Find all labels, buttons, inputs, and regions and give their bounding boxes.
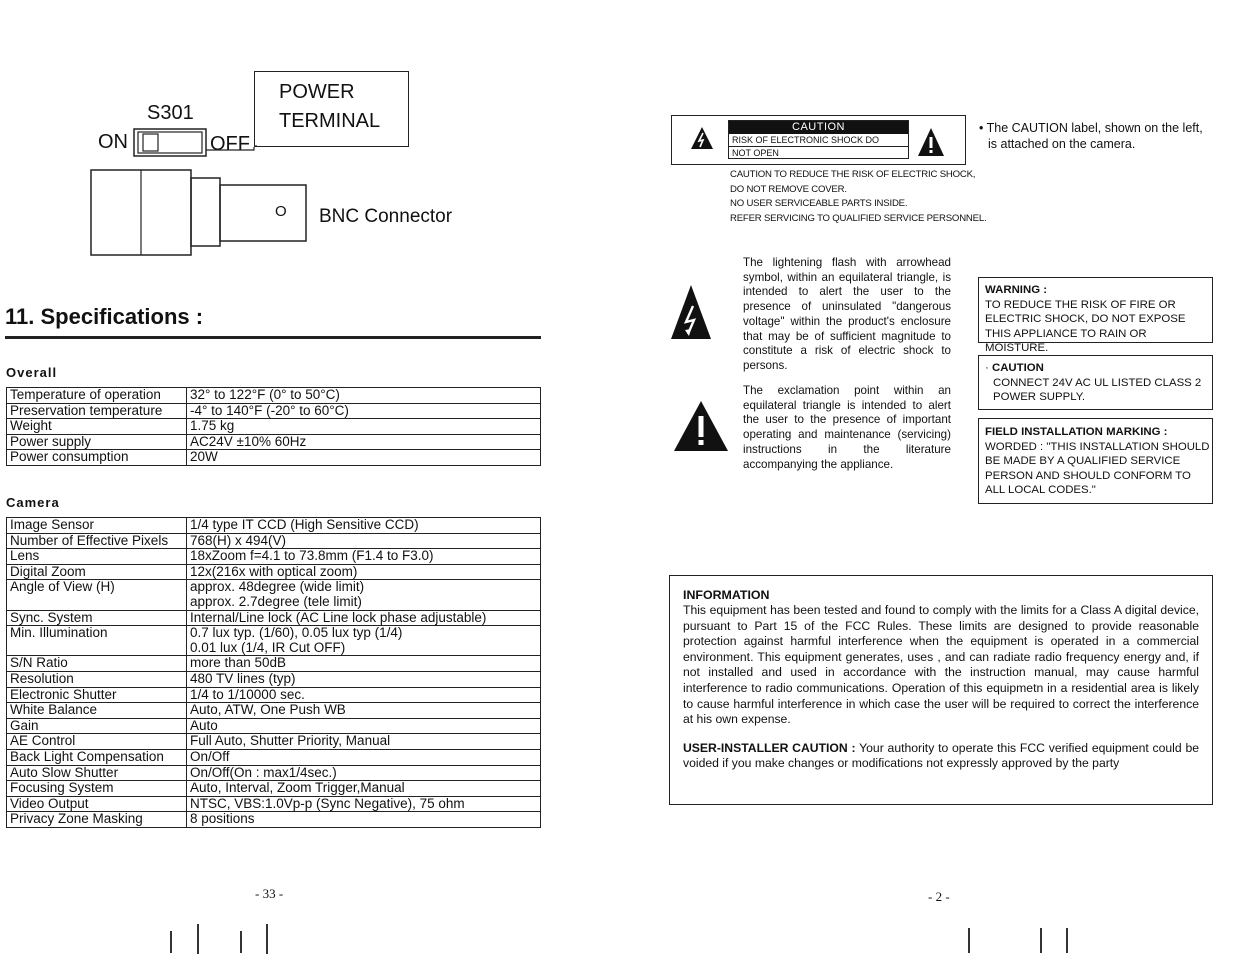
field-installation-line: PERSON AND SHOULD CONFORM TO bbox=[985, 469, 1191, 482]
switch-outline bbox=[134, 129, 206, 156]
spec-label: Power consumption bbox=[7, 450, 187, 466]
exclamation-warning-icon bbox=[917, 127, 945, 157]
spec-value: 12x(216x with optical zoom) bbox=[187, 564, 541, 580]
scan-mark bbox=[240, 931, 242, 953]
warning-line: TO REDUCE THE RISK OF FIRE OR bbox=[985, 298, 1176, 311]
overall-heading: Overall bbox=[6, 365, 58, 380]
connector-diagram bbox=[0, 0, 460, 270]
spec-value: 480 TV lines (typ) bbox=[187, 671, 541, 687]
table-row bbox=[7, 419, 541, 435]
connector-block bbox=[191, 178, 220, 246]
spec-label: Preservation temperature bbox=[7, 403, 187, 419]
field-installation-title: FIELD INSTALLATION MARKING : bbox=[985, 426, 1168, 438]
spec-label: Auto Slow Shutter bbox=[7, 765, 187, 781]
spec-value: On/Off bbox=[187, 749, 541, 765]
spec-value: 20W bbox=[187, 450, 541, 466]
spec-label: Electronic Shutter bbox=[7, 687, 187, 703]
spec-value: more than 50dB bbox=[187, 656, 541, 672]
warning-title: WARNING : bbox=[985, 284, 1048, 296]
spec-label: Sync. System bbox=[7, 610, 187, 626]
spec-label: White Balance bbox=[7, 703, 187, 719]
spec-value: 18xZoom f=4.1 to 73.8mm (F1.4 to F3.0) bbox=[187, 549, 541, 565]
caution-line: DO NOT REMOVE COVER. bbox=[730, 183, 847, 195]
bnc-connector-box bbox=[220, 185, 306, 241]
table-row bbox=[7, 626, 541, 656]
table-row bbox=[7, 718, 541, 734]
table-row bbox=[7, 796, 541, 812]
spec-label: Privacy Zone Masking bbox=[7, 812, 187, 828]
spec-label: Temperature of operation bbox=[7, 388, 187, 404]
switch-knob bbox=[143, 134, 158, 151]
scan-mark bbox=[1040, 928, 1042, 953]
table-row bbox=[7, 434, 541, 450]
warning-box bbox=[978, 277, 1213, 355]
spec-value: 8 positions bbox=[187, 812, 541, 828]
table-row bbox=[7, 388, 541, 404]
spec-value-line: approx. 2.7degree (tele limit) bbox=[190, 593, 362, 609]
scan-mark bbox=[170, 931, 172, 953]
overall-spec-table bbox=[6, 387, 541, 466]
right-page-number: - 2 - bbox=[928, 889, 950, 904]
table-row bbox=[7, 765, 541, 781]
spec-value: AC24V ±10% 60Hz bbox=[187, 434, 541, 450]
spec-label: Image Sensor bbox=[7, 518, 187, 534]
bnc-symbol: O bbox=[275, 203, 287, 220]
lightning-warning-icon bbox=[690, 126, 714, 150]
lightning-symbol-icon bbox=[670, 284, 712, 340]
user-installer-caution bbox=[683, 741, 1199, 772]
spec-label: Gain bbox=[7, 718, 187, 734]
spec-value-line: 0.7 lux typ. (1/60), 0.05 lux typ (1/4) bbox=[190, 625, 403, 641]
spec-value: -4° to 140°F (-20° to 60°C) bbox=[187, 403, 541, 419]
switch-lead bbox=[206, 147, 254, 150]
table-row bbox=[7, 687, 541, 703]
caution-box-title-row bbox=[985, 361, 1212, 376]
table-row bbox=[7, 580, 541, 610]
spec-label: AE Control bbox=[7, 734, 187, 750]
caution-instructions bbox=[730, 168, 986, 226]
table-row bbox=[7, 703, 541, 719]
spec-label: Focusing System bbox=[7, 781, 187, 797]
power-terminal-label-1: POWER bbox=[279, 81, 355, 103]
spec-label: Angle of View (H) bbox=[7, 580, 187, 610]
table-row bbox=[7, 518, 541, 534]
spec-label: Video Output bbox=[7, 796, 187, 812]
caution-box-line: CONNECT 24V AC UL LISTED CLASS 2 bbox=[993, 376, 1202, 389]
spec-value: 32° to 122°F (0° to 50°C) bbox=[187, 388, 541, 404]
camera-spec-table bbox=[6, 517, 541, 828]
section-title: 11. Specifications : bbox=[5, 304, 204, 329]
switch-off-label: OFF bbox=[210, 133, 250, 155]
table-row bbox=[7, 533, 541, 549]
table-row bbox=[7, 734, 541, 750]
spec-value: Auto, ATW, One Push WB bbox=[187, 703, 541, 719]
spec-label: Number of Effective Pixels bbox=[7, 533, 187, 549]
bnc-connector-label: BNC Connector bbox=[319, 206, 453, 227]
exclamation-description: The exclamation point within an equilateral triangle is intended to alert the user to the presence of important operating and maintenance (servicing) instructions in the literature accompanying the appliance. bbox=[743, 384, 951, 471]
spec-value bbox=[187, 626, 541, 656]
field-installation-line: BE MADE BY A QUALIFIED SERVICE bbox=[985, 455, 1181, 468]
table-row bbox=[7, 781, 541, 797]
caution-line: NO USER SERVICEABLE PARTS INSIDE. bbox=[730, 198, 908, 209]
spec-value: Auto bbox=[187, 718, 541, 734]
spec-label: Digital Zoom bbox=[7, 564, 187, 580]
spec-label: Min. Illumination bbox=[7, 626, 187, 656]
switch-inner bbox=[138, 132, 202, 153]
table-row bbox=[7, 403, 541, 419]
spec-value-line: 0.01 lux (1/4, IR Cut OFF) bbox=[190, 639, 346, 655]
table-row bbox=[7, 610, 541, 626]
spec-value: 1/4 type IT CCD (High Sensitive CCD) bbox=[187, 518, 541, 534]
spec-value: Full Auto, Shutter Priority, Manual bbox=[187, 734, 541, 750]
spec-label: Back Light Compensation bbox=[7, 749, 187, 765]
caution-label-title: CAUTION bbox=[729, 121, 908, 134]
spec-label: Lens bbox=[7, 549, 187, 565]
table-row bbox=[7, 549, 541, 565]
switch-name-label: S301 bbox=[147, 102, 194, 124]
information-box bbox=[669, 575, 1213, 805]
warning-line: THIS APPLIANCE TO RAIN OR MOISTURE. bbox=[985, 327, 1147, 355]
caution-box bbox=[978, 355, 1213, 410]
caution-label-line-2: NOT OPEN bbox=[732, 148, 779, 158]
camera-heading: Camera bbox=[6, 495, 60, 510]
spec-value bbox=[187, 580, 541, 610]
spec-label: Power supply bbox=[7, 434, 187, 450]
table-row bbox=[7, 656, 541, 672]
switch-on-label: ON bbox=[98, 131, 128, 153]
spec-value: Auto, Interval, Zoom Trigger,Manual bbox=[187, 781, 541, 797]
spec-value: On/Off(On : max1/4sec.) bbox=[187, 765, 541, 781]
user-installer-body: Your authority to operate this FCC verified equipment could be voided if you make changes or modifications not expressly approved by the party bbox=[683, 740, 1200, 771]
scan-mark bbox=[1066, 928, 1068, 953]
caution-line: REFER SERVICING TO QUALIFIED SERVICE PERSONNEL. bbox=[730, 212, 987, 224]
spec-value: 1/4 to 1/10000 sec. bbox=[187, 687, 541, 703]
spec-label: Resolution bbox=[7, 671, 187, 687]
field-installation-box bbox=[978, 418, 1213, 504]
caution-box-title: CAUTION bbox=[991, 362, 1044, 374]
scan-mark bbox=[968, 928, 970, 953]
section-title-rule bbox=[5, 336, 541, 339]
spec-value: 768(H) x 494(V) bbox=[187, 533, 541, 549]
scan-mark bbox=[197, 924, 199, 954]
field-installation-line: ALL LOCAL CODES." bbox=[985, 484, 1096, 497]
caution-box-line: POWER SUPPLY. bbox=[993, 391, 1085, 404]
spec-value: Internal/Line lock (AC Line lock phase adjustable) bbox=[187, 610, 541, 626]
caution-line: CAUTION TO REDUCE THE RISK OF ELECTRIC SHOCK, bbox=[730, 169, 976, 180]
warning-line: ELECTRIC SHOCK, DO NOT EXPOSE bbox=[985, 313, 1186, 326]
spec-value-line: approx. 48degree (wide limit) bbox=[190, 579, 365, 595]
caution-label-inner bbox=[728, 120, 909, 159]
table-row bbox=[7, 564, 541, 580]
spec-value: NTSC, VBS:1.0Vp-p (Sync Negative), 75 ohm bbox=[187, 796, 541, 812]
information-title: INFORMATION bbox=[683, 588, 770, 602]
caution-note-line-2: is attached on the camera. bbox=[988, 137, 1136, 151]
spec-label: Weight bbox=[7, 419, 187, 435]
exclamation-symbol-icon bbox=[673, 400, 729, 452]
caution-note-line-1: • The CAUTION label, shown on the left, bbox=[979, 121, 1203, 135]
bullet-icon: · bbox=[985, 362, 992, 374]
user-installer-title: USER-INSTALLER CAUTION : bbox=[683, 740, 856, 755]
table-row bbox=[7, 671, 541, 687]
spec-value: 1.75 kg bbox=[187, 419, 541, 435]
scan-mark bbox=[266, 924, 268, 954]
table-row bbox=[7, 812, 541, 828]
power-terminal-label-2: TERMINAL bbox=[279, 110, 381, 132]
left-page-number: - 33 - bbox=[255, 886, 284, 901]
lightning-description: The lightening flash with arrowhead symbol, within an equilateral triangle, is intended to alert the user to the presence of uninsulated "dangerous voltage" within the product's enclosure that may be of sufficient magnitude to constitute a risk of electric shock to persons. bbox=[743, 256, 951, 372]
field-installation-line: WORDED : "THIS INSTALLATION SHOULD bbox=[985, 440, 1210, 453]
caution-label-line-1: RISK OF ELECTRONIC SHOCK DO bbox=[729, 134, 908, 147]
caution-label bbox=[671, 115, 966, 165]
information-body: This equipment has been tested and found to comply with the limits for a Class A digital device, pursuant to Part 15 of the FCC Rules. These limits are designed to provide reasonable protection against harmful interference when the equipment is operated in a commercial environment. This equipment generates, uses , and can radiate radio frequency energy and, if not installed and used in accordance with the instruction manual, may cause harmful interference to radio communications. Operation of this equipmetn in a residential area is likely to cause harmful interference in which case the user will be required to correct the interference at his own expense. bbox=[683, 603, 1199, 727]
table-row bbox=[7, 450, 541, 466]
spec-label: S/N Ratio bbox=[7, 656, 187, 672]
table-row bbox=[7, 749, 541, 765]
